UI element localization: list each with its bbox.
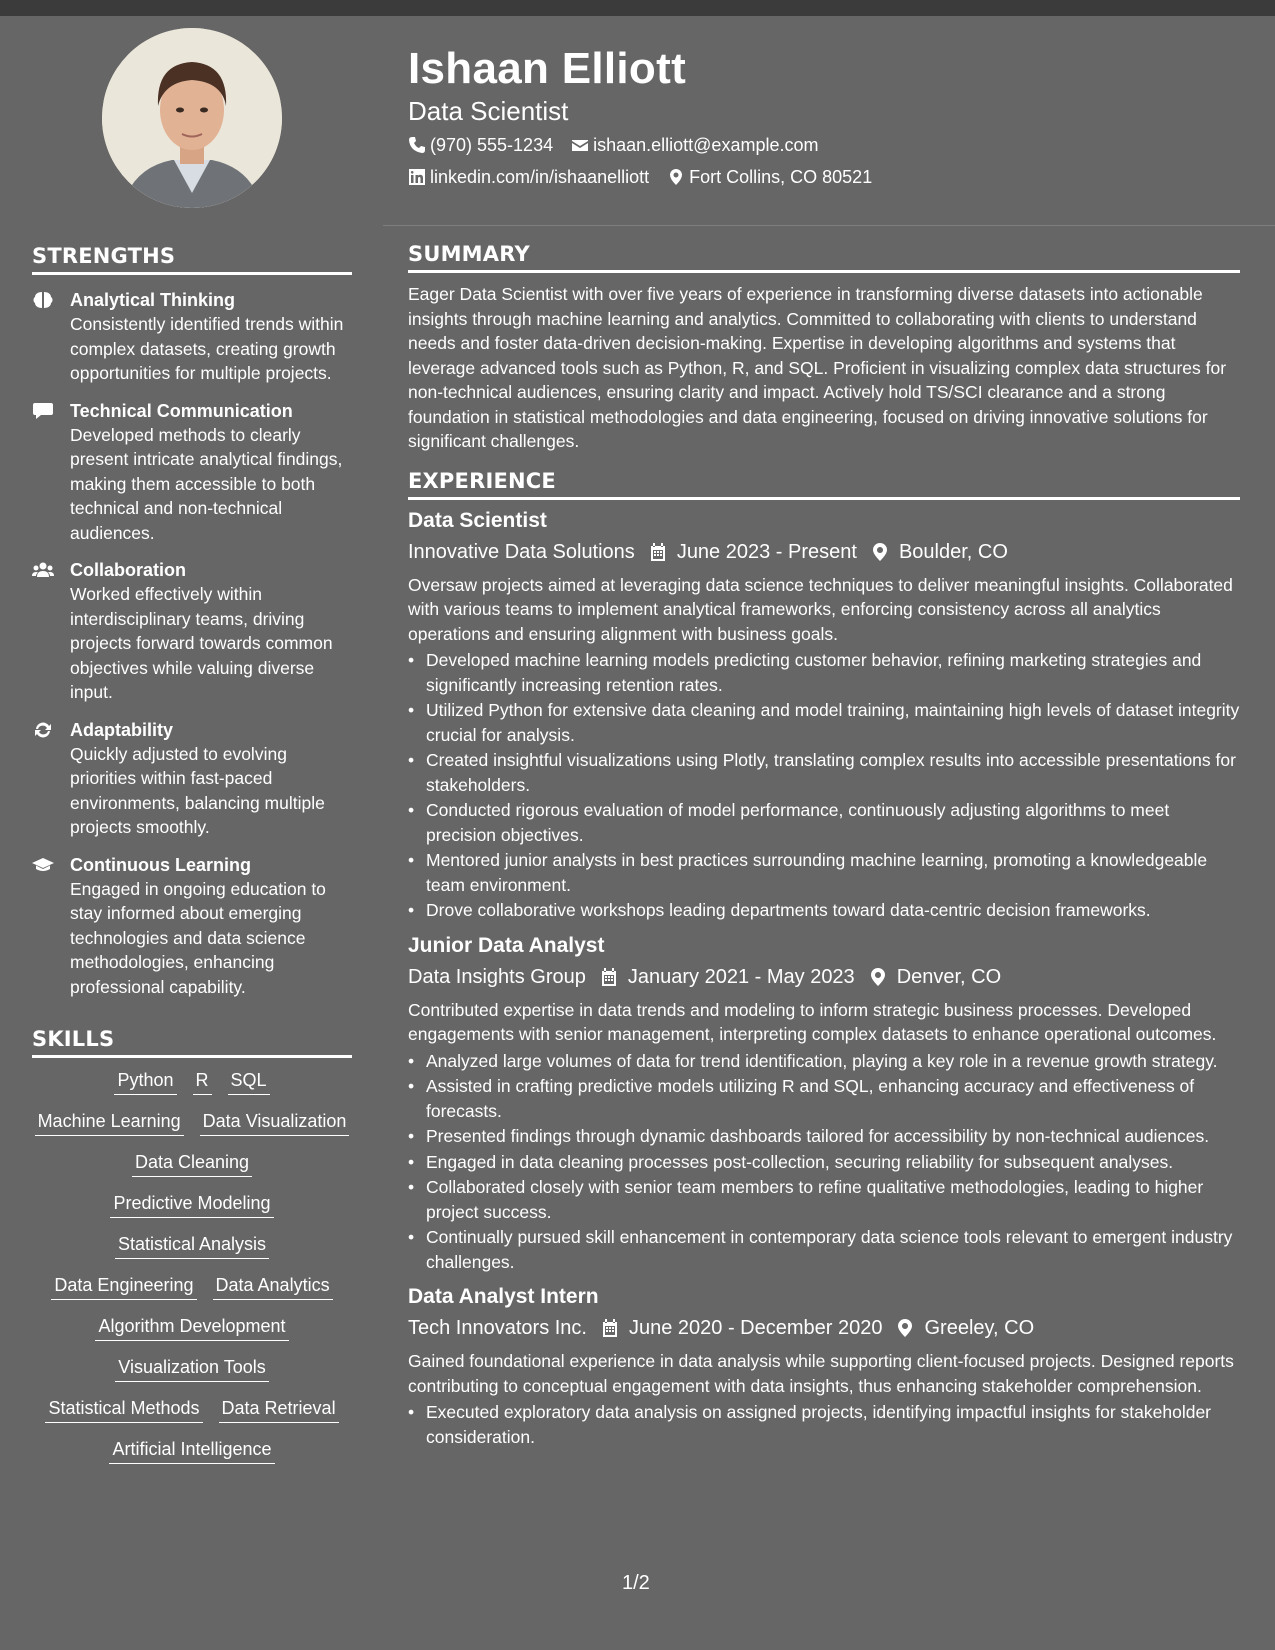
job-bullet: • Continually pursued skill enhancement in contemporary data science tools relevant to emergent industry challenges. xyxy=(408,1225,1240,1274)
candidate-role: Data Scientist xyxy=(408,96,569,126)
brain-icon xyxy=(32,288,70,386)
page-number: 1/2 xyxy=(622,1572,650,1594)
comment-icon xyxy=(32,399,70,546)
job-dates: January 2021 - May 2023 xyxy=(627,965,855,988)
skill-tag: Algorithm Development xyxy=(95,1314,288,1341)
job-description: Contributed expertise in data trends and modeling to inform strategic business processes. Developed engagements with senior management, interpreting complex datasets to enhance operational outcomes. xyxy=(408,999,1217,1044)
job-description: Gained foundational experience in data analysis while supporting client-focused projects. Designed reports contributing to conceptual engagement with data insights, thus enhancing stakeholder comprehension. xyxy=(408,1351,1234,1396)
job-meta xyxy=(408,962,1240,992)
job-title: Data Scientist xyxy=(408,508,547,532)
skill-tag: Predictive Modeling xyxy=(110,1191,273,1218)
strength-item xyxy=(32,399,352,546)
job-bullets xyxy=(408,1400,1240,1449)
skill-tag: Artificial Intelligence xyxy=(109,1437,274,1464)
linkedin-text: linkedin.com/in/ishaanelliott xyxy=(430,167,650,187)
job-entry xyxy=(408,1282,1240,1449)
experience-title: EXPERIENCE xyxy=(408,469,1240,500)
job-dates: June 2023 - Present xyxy=(676,540,857,563)
job-meta xyxy=(408,537,1240,567)
strength-title: Technical Communication xyxy=(70,400,293,421)
skill-tag: Statistical Analysis xyxy=(115,1232,269,1259)
strength-desc: Consistently identified trends within complex datasets, creating growth opportunities for multiple projects. xyxy=(70,314,344,383)
company-name: Data Insights Group xyxy=(408,965,586,988)
strength-item xyxy=(32,853,352,1000)
map-marker-icon xyxy=(667,168,685,186)
job-bullet: • Presented findings through dynamic dashboards tailored for accessibility by non-technical audiences. xyxy=(408,1124,1240,1149)
skill-tag: Data Visualization xyxy=(200,1109,350,1136)
job-bullet: • Mentored junior analysts in best practices surrounding machine learning, promoting a knowledgeable team environment. xyxy=(408,848,1240,897)
contact-info xyxy=(408,129,1240,193)
strength-desc: Quickly adjusted to evolving priorities within fast-paced environments, balancing multiple projects smoothly. xyxy=(70,743,325,837)
company-name: Innovative Data Solutions xyxy=(408,540,635,563)
sync-icon xyxy=(32,718,70,840)
skill-tag: SQL xyxy=(228,1068,270,1095)
map-marker-icon xyxy=(871,542,889,562)
skill-tag: R xyxy=(193,1068,212,1095)
job-meta xyxy=(408,1313,1240,1343)
linkedin-icon xyxy=(408,168,426,186)
graduation-cap-icon xyxy=(32,853,70,1000)
strengths-title: STRENGTHS xyxy=(32,244,352,275)
skill-tag: Machine Learning xyxy=(35,1109,184,1136)
location-text: Fort Collins, CO 80521 xyxy=(689,167,873,187)
calendar-icon xyxy=(649,542,667,562)
skills-list xyxy=(32,1068,352,1464)
job-bullets xyxy=(408,648,1240,923)
job-title: Data Analyst Intern xyxy=(408,1285,599,1308)
job-bullets xyxy=(408,1049,1240,1275)
top-bar xyxy=(0,0,1275,16)
summary-title: SUMMARY xyxy=(408,242,1240,273)
phone-contact[interactable] xyxy=(408,129,553,161)
location-contact xyxy=(667,161,872,193)
strength-title: Adaptability xyxy=(70,719,174,740)
users-icon xyxy=(32,558,70,705)
job-title: Junior Data Analyst xyxy=(408,933,605,957)
envelope-icon xyxy=(571,136,589,154)
strength-desc: Developed methods to clearly present intricate analytical findings, making them accessible to both technical and non-technical audiences. xyxy=(70,424,343,543)
strength-desc: Worked effectively within interdisciplinary teams, driving projects forward towards common objectives while valuing diverse input. xyxy=(70,584,333,702)
job-bullet: • Analyzed large volumes of data for trend identification, playing a key role in a revenue growth strategy. xyxy=(408,1049,1240,1074)
job-bullet: • Engaged in data cleaning processes post-collection, securing reliability for subsequent analyses. xyxy=(408,1150,1240,1175)
map-marker-icon xyxy=(896,1318,914,1338)
job-bullet: • Created insightful visualizations using Plotly, translating complex results into accessible presentations for stakeholders. xyxy=(408,748,1240,797)
job-location: Boulder, CO xyxy=(898,540,1008,563)
job-entry xyxy=(408,931,1240,1275)
job-description: Oversaw projects aimed at leveraging data science techniques to deliver meaningful insights. Collaborated with various teams to implement analytical frameworks, enforcing consistency across all analytics operations and ensuring alignment with business goals. xyxy=(408,574,1233,644)
header-divider xyxy=(383,225,1275,226)
strength-title: Analytical Thinking xyxy=(70,290,236,310)
strength-title: Continuous Learning xyxy=(70,854,251,875)
job-bullet: • Developed machine learning models predicting customer behavior, refining marketing strategies and significantly increasing retention rates. xyxy=(408,648,1240,697)
strength-title: Collaboration xyxy=(70,560,186,580)
job-bullet: • Executed exploratory data analysis on assigned projects, identifying impactful insights for stakeholder consideration. xyxy=(408,1400,1240,1449)
skills-title: SKILLS xyxy=(32,1027,352,1058)
strength-item xyxy=(32,718,352,840)
job-location: Greeley, CO xyxy=(924,1317,1035,1339)
job-bullet: • Collaborated closely with senior team members to refine qualitative methodologies, leading to higher project success. xyxy=(408,1175,1240,1224)
profile-photo xyxy=(102,28,282,208)
map-marker-icon xyxy=(869,967,887,987)
skill-tag: Visualization Tools xyxy=(115,1355,268,1382)
main-content xyxy=(408,242,1240,1450)
skill-tag: Data Retrieval xyxy=(219,1396,339,1423)
calendar-icon xyxy=(600,967,618,987)
skill-tag: Data Engineering xyxy=(51,1273,196,1300)
phone-text: (970) 555-1234 xyxy=(430,135,554,155)
candidate-name: Ishaan Elliott xyxy=(408,44,687,93)
email-text: ishaan.elliott@example.com xyxy=(593,135,819,155)
job-bullet: • Drove collaborative workshops leading departments toward data-centric decision frameworks. xyxy=(408,898,1240,923)
job-bullet: • Utilized Python for extensive data cleaning and model training, maintaining high levels of dataset integrity crucial for analysis. xyxy=(408,698,1240,747)
job-dates: June 2020 - December 2020 xyxy=(628,1317,883,1339)
skill-tag: Statistical Methods xyxy=(45,1396,202,1423)
company-name: Tech Innovators Inc. xyxy=(408,1317,587,1339)
job-entry xyxy=(408,506,1240,923)
skill-tag: Data Cleaning xyxy=(132,1150,252,1177)
summary-text: Eager Data Scientist with over five years of experience in transforming diverse datasets into actionable insights through machine learning and analytics. Committed to collaborating with clients to understand needs and foster data-driven decision-making. Expertise in developing algorithms and systems that leverage advanced tools such as Python, R, and SQL. Proficient in visualizing complex data structures for non-technical audiences, ensuring clarity and impact. Actively hold TS/SCI clearance and a strong foundation in statistical methodologies and data engineering, focused on driving innovative solutions for significant challenges. xyxy=(408,284,1227,451)
strength-desc: Engaged in ongoing education to stay informed about emerging technologies and data science methodologies, enhancing professional capability. xyxy=(70,878,326,997)
job-bullet: • Conducted rigorous evaluation of model performance, continuously adjusting algorithms to meet precision objectives. xyxy=(408,798,1240,847)
job-location: Denver, CO xyxy=(896,965,1002,988)
calendar-icon xyxy=(601,1318,619,1338)
strength-item xyxy=(32,288,352,386)
skill-tag: Python xyxy=(114,1068,176,1095)
email-contact[interactable] xyxy=(571,129,818,161)
skill-tag: Data Analytics xyxy=(213,1273,333,1300)
header xyxy=(408,44,1240,193)
left-column xyxy=(32,28,352,1464)
strength-item xyxy=(32,558,352,705)
phone-icon xyxy=(408,136,426,154)
linkedin-contact[interactable] xyxy=(408,161,649,193)
job-bullet: • Assisted in crafting predictive models utilizing R and SQL, enhancing accuracy and effectiveness of forecasts. xyxy=(408,1074,1240,1123)
